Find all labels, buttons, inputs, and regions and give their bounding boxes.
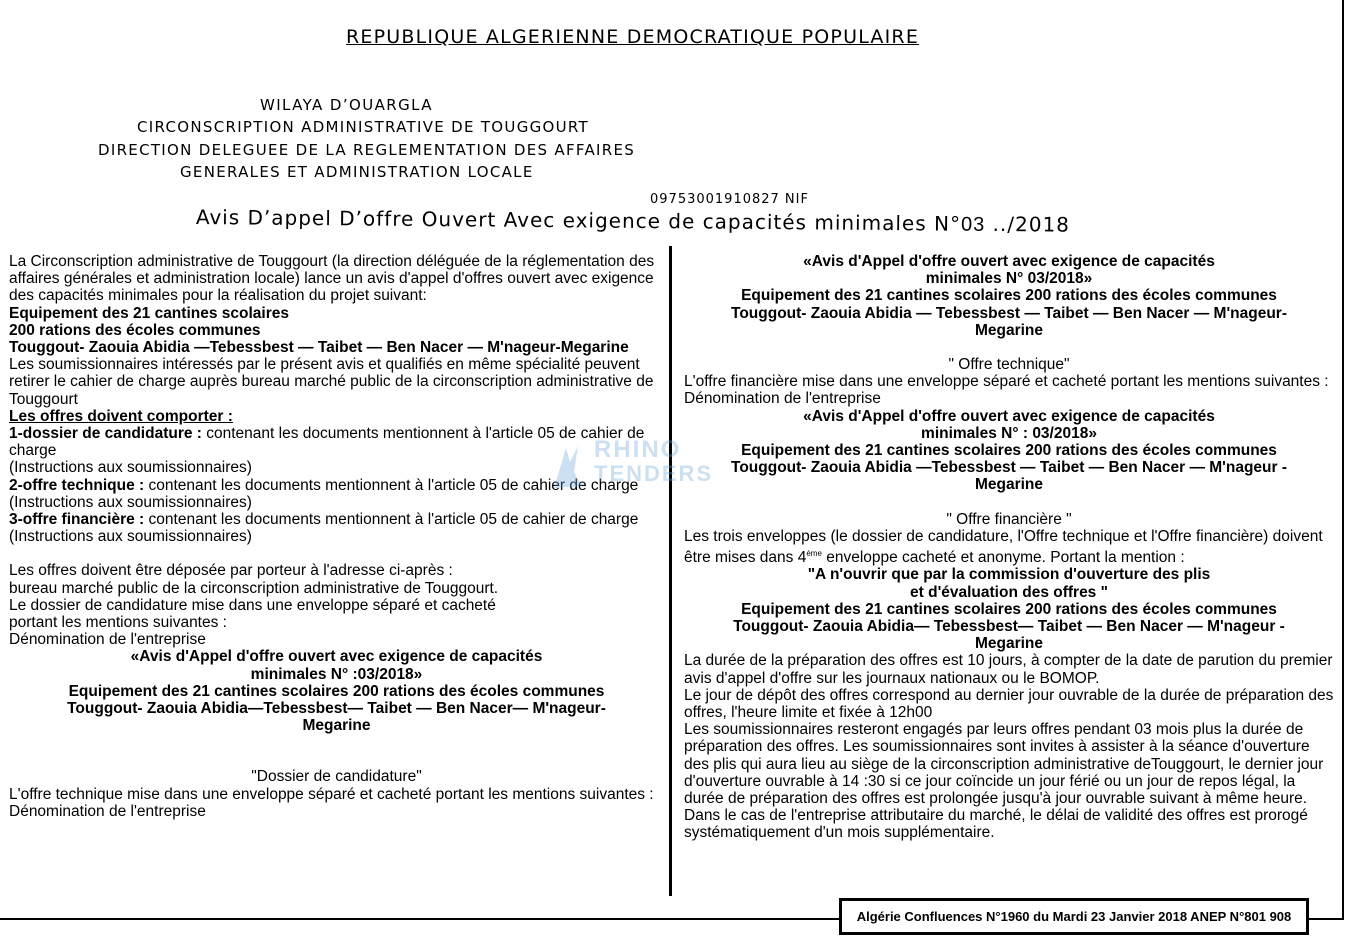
right-column <box>684 253 1334 842</box>
duree-paragraph: La durée de la préparation des offres est 10 jours, à compter de la date de parution du premier avis d'appel d'offre sur les journaux nationaux ou le BOMOP. <box>684 652 1333 687</box>
notice-title-number: 03 <box>960 213 986 236</box>
notice-title-year: ../2018 <box>985 211 1071 237</box>
retirer-paragraph: Les soumissionnaires intéressés par le présent avis et qualifiés en même spécialité peuvent retirer le cahier de charge auprès bureau marché public de la circonscription administrative de Touggourt <box>9 356 654 408</box>
header-circonscription: CIRCONSCRIPTION ADMINISTRATIVE DE TOUGGOURT <box>137 118 590 136</box>
header-direction-line2: GENERALES ET ADMINISTRATION LOCALE <box>180 163 534 181</box>
header-nif: 09753001910827 NIF <box>650 192 809 207</box>
depot-line-2: bureau marché public de la circonscription administrative de Touggourt. <box>9 579 499 597</box>
dossier-candidature-label: "Dossier de candidature" <box>251 768 422 786</box>
column-divider <box>669 246 672 896</box>
denomination-2: Dénomination de l'entreprise <box>9 802 206 820</box>
depot-line-1: Les offres doivent être déposée par porteur à l'adresse ci-après : <box>9 562 453 580</box>
header-direction-line1: DIRECTION DELEGUEE DE LA REGLEMENTATION DES AFFAIRES <box>98 141 636 159</box>
ouvrir-line-1: "A n'ouvrir que par la commission d'ouverture des plis <box>807 566 1211 584</box>
item2-text: contenant les documents mentionnent à l'article 05 de cahier de charge <box>144 476 639 494</box>
spacer <box>684 339 1334 356</box>
project-line-2: 200 rations des écoles communes <box>9 321 261 339</box>
item2-label: 2-offre technique : <box>9 476 145 494</box>
left-column <box>9 253 664 820</box>
dossier-line-2: portant les mentions suivantes : <box>9 614 227 632</box>
equipement-r2-line-1: Equipement des 21 cantines scolaires 200 rations des écoles communes <box>741 442 1277 460</box>
rhino-logo-icon <box>548 442 588 492</box>
item2-note: (Instructions aux soumissionnaires) <box>9 493 252 511</box>
equipement-r1-line-2: Touggout- Zaouia Abidia — Tebessbest — Taibet — Ben Nacer — M'nageur- <box>731 304 1287 322</box>
equipement-r3-line-3: Megarine <box>974 635 1044 653</box>
avis-r1-line-2: minimales N° 03/2018» <box>925 270 1093 288</box>
trois-superscript: ème <box>806 549 822 559</box>
offres-heading: Les offres doivent comporter : <box>9 407 233 425</box>
watermark <box>558 438 713 486</box>
item3-label: 3-offre financière : <box>9 511 145 529</box>
equipement-r3-line-1: Equipement des 21 cantines scolaires 200 rations des écoles communes <box>741 600 1277 618</box>
item3-text: contenant les documents mentionnent à l'article 05 de cahier de charge <box>144 511 639 529</box>
avis-r2-line-2: minimales N° : 03/2018» <box>921 424 1097 442</box>
offre-technique-label: " Offre technique" <box>948 356 1070 374</box>
spacer <box>9 545 664 562</box>
equipement-r3-line-2: Touggout- Zaouia Abidia— Tebessbest— Taibet — Ben Nacer — M'nageur - <box>733 618 1285 636</box>
equipement-line-2: Touggout- Zaouia Abidia—Tebessbest— Taibet — Ben Nacer— M'nageur- <box>67 700 606 718</box>
trois-text-2: enveloppe cacheté et anonyme. Portant la mention : <box>821 549 1185 567</box>
avis-r1-line-1: «Avis d'Appel d'offre ouvert avec exigence de capacités <box>803 253 1215 270</box>
item1-label: 1-dossier de candidature : <box>9 425 202 443</box>
notice-title-main: Avis D’appel D’offre Ouvert Avec exigence de capacités minimales N° <box>195 205 962 236</box>
trois-text-1: Les trois enveloppes (le dossier de candidature, l'Offre technique et l'Offre financière) doivent être mises dans 4 <box>684 527 1323 567</box>
watermark-line-2: TENDERS <box>594 461 714 486</box>
watermark-line-1: RHINO <box>594 436 682 463</box>
page-border-right <box>1342 0 1344 920</box>
equipement-r1-line-1: Equipement des 21 cantines scolaires 200 rations des écoles communes <box>741 287 1277 305</box>
header-wilaya: WILAYA D’OUARGLA <box>260 96 433 114</box>
avis-r2-line-1: «Avis d'Appel d'offre ouvert avec exigence de capacités <box>803 407 1215 425</box>
spacer <box>684 494 1334 511</box>
ouvrir-line-2: et d'évaluation des offres " <box>910 583 1108 601</box>
project-line-1: Equipement des 21 cantines scolaires <box>9 304 289 322</box>
publication-footer: Algérie Confluences N°1960 du Mardi 23 Janvier 2018 ANEP N°801 908 <box>839 898 1309 935</box>
equipement-r2-line-2: Touggout- Zaouia Abidia —Tebessbest — Taibet — Ben Nacer — M'nageur - <box>731 459 1287 477</box>
dossier-line-1: Le dossier de candidature mise dans une enveloppe séparé et cacheté <box>9 596 496 614</box>
trois-enveloppes-paragraph <box>684 528 1334 567</box>
avis-line-1: «Avis d'Appel d'offre ouvert avec exigence de capacités <box>130 648 543 666</box>
item1-text: contenant les documents mentionnent à l'article 05 de cahier de charge <box>9 425 645 460</box>
financiere-mise-paragraph: L'offre financière mise dans une enveloppe séparé et cacheté portant les mentions suivantes : <box>684 373 1329 391</box>
intro-paragraph: La Circonscription administrative de Touggourt (la direction déléguée de la réglementation des affaires générales et administration locale) lance un avis d'appel d'offres ouvert avec exigence des capacités minimales pour la réalisation du projet suivant: <box>9 253 655 305</box>
equipement-r1-line-3: Megarine <box>974 321 1044 339</box>
equipement-line-1: Equipement des 21 cantines scolaires 200 rations des écoles communes <box>68 682 605 700</box>
offre-financiere-label: " Offre financière " <box>946 510 1072 528</box>
engagement-paragraph: Les soumissionnaires resteront engagés par leurs offres pendant 03 mois plus la durée de préparation des offres. Les soumissionnaires sont invites à assister à la séance d'ouverture des plis qui aura lieu au siège de la circonscription administrative deTouggourt, le dernier jour d'ouverture ouvrable à 14 :30 si ce jour coïncide un jour férié ou un jour de repos légal, la durée de préparation des offres est prolongée jusqu'à jour ouvrable suivant à même heure. Dans le cas de l'entreprise attributaire du marché, le délai de validité des offres est prorogé systématiquement d'un mois supplémentaire. <box>684 721 1324 842</box>
avis-line-2: minimales N° :03/2018» <box>250 665 423 683</box>
technique-mise-paragraph: L'offre technique mise dans une enveloppe séparé et cacheté portant les mentions suivantes : <box>9 785 654 803</box>
item-offre-financiere <box>9 511 664 528</box>
equipement-r2-line-3: Megarine <box>974 476 1044 494</box>
spacer <box>9 734 664 768</box>
header-republique: REPUBLIQUE ALGERIENNE DEMOCRATIQUE POPULAIRE <box>346 26 920 48</box>
jour-depot-paragraph: Le jour de dépôt des offres correspond au dernier jour ouvrable de la durée de préparation des offres, l'heure limite et fixée à 12h00 <box>684 686 1334 722</box>
project-line-3: Touggout- Zaouia Abidia —Tebessbest — Taibet — Ben Nacer — M'nageur-Megarine <box>9 339 629 357</box>
denomination-r: Dénomination de l'entreprise <box>684 390 881 408</box>
item1-note: (Instructions aux soumissionnaires) <box>9 459 252 477</box>
notice-title <box>196 205 1070 238</box>
item3-note: (Instructions aux soumissionnaires) <box>9 528 252 546</box>
equipement-line-3: Megarine <box>302 717 371 735</box>
denomination: Dénomination de l'entreprise <box>9 631 206 649</box>
